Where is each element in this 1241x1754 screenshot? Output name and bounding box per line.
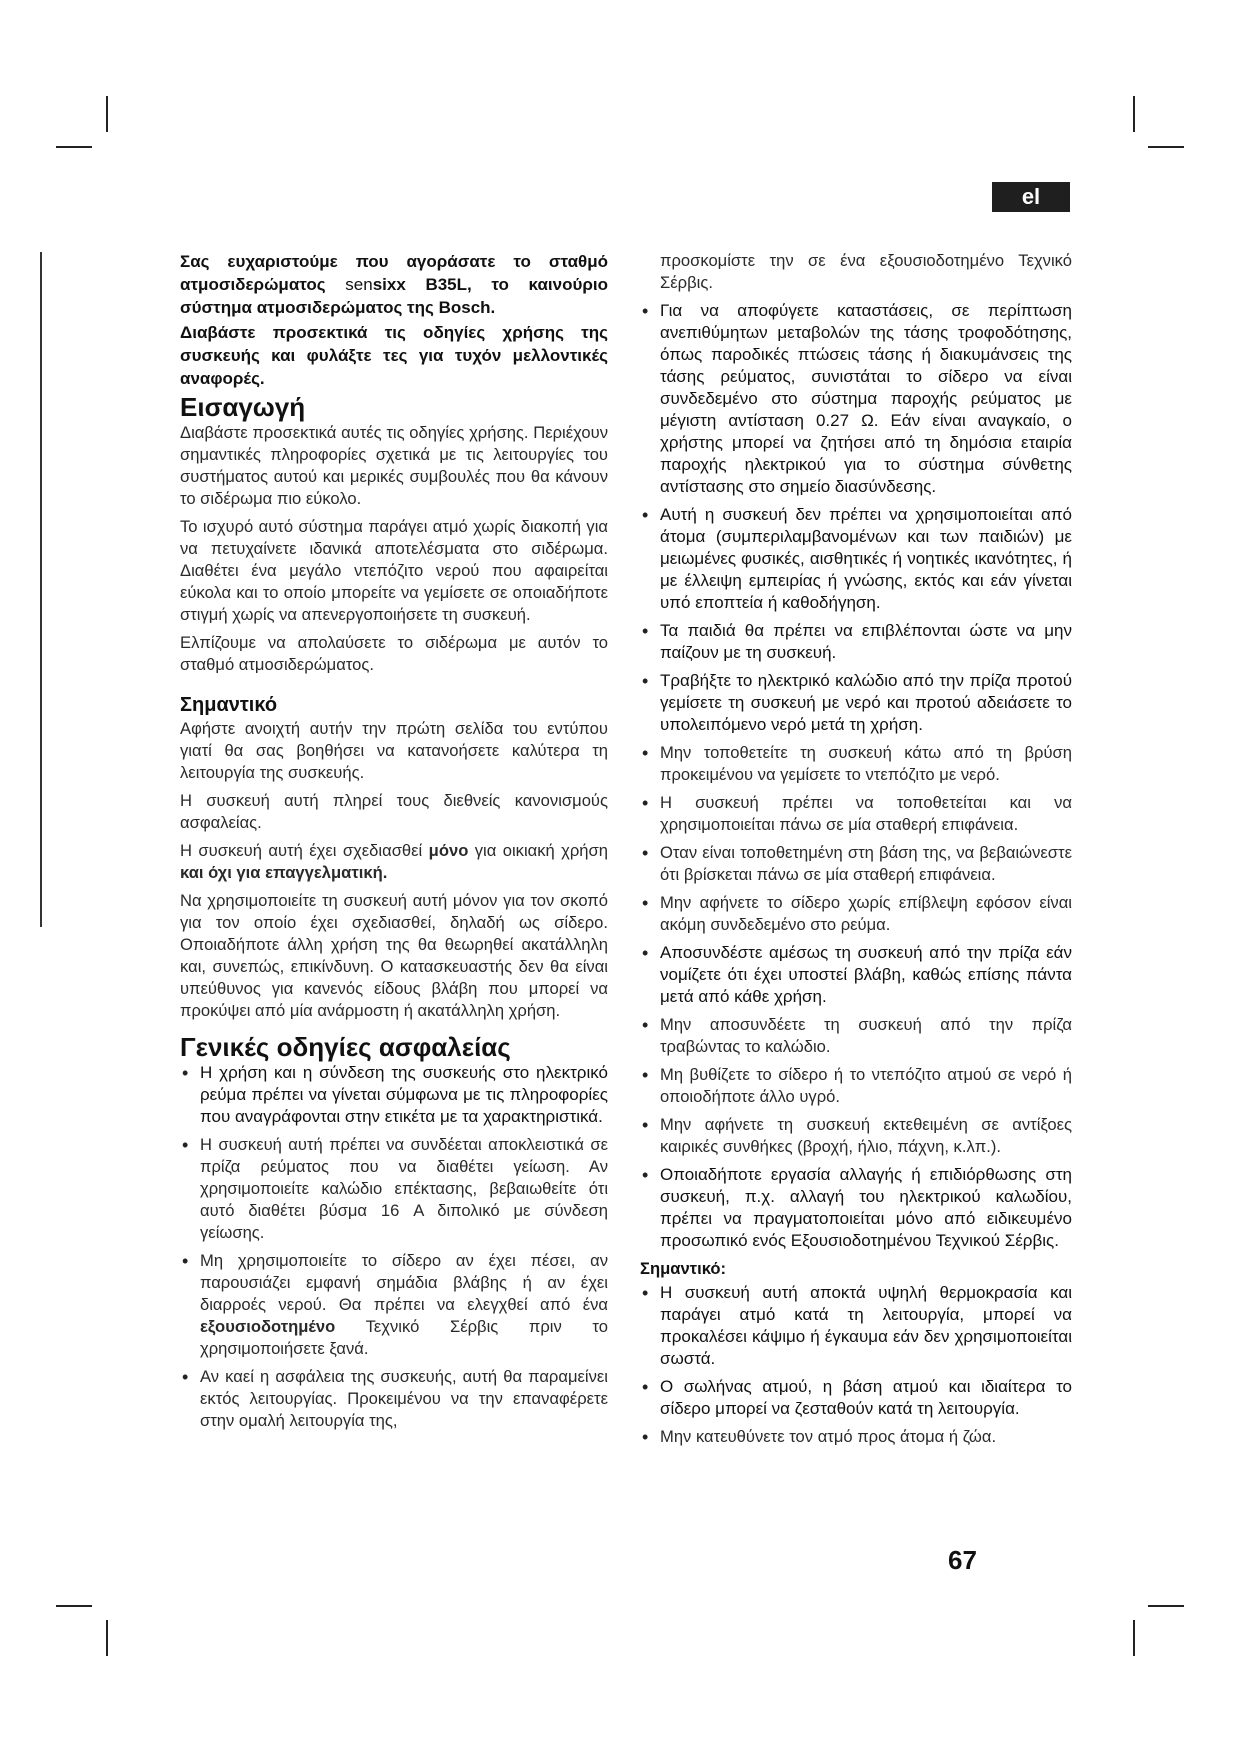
list-item: • Η συσκευή αυτή αποκτά υψηλή θερμοκρασία και παράγει ατμό κατά τη λειτουργία, μπορεί να προκαλέσει κάψιμο ή έγκαυμα εάν δεν χρησιμοποιείται σωστά. (640, 1282, 1072, 1370)
intro-paragraph-1: Διαβάστε προσεκτικά αυτές τις οδηγίες χρήσης. Περιέχουν σημαντικές πληροφορίες σχετικά με τις λειτουργίες του συστήματος αυτού και μερικές συμβουλές που θα κάνουν το σιδέρωμα πιο εύκολο. (180, 423, 608, 508)
list-item: • Για να αποφύγετε καταστάσεις, σε περίπτωση ανεπιθύμητων μεταβολών της τάσης τροφοδότησης, όπως παροδικές πτώσεις τάσης ή διακυμάνσεις της τάσης ρεύματος, συνιστάται το σίδερο να είναι συνδεδεμένο στο σύστημα παροχής ρεύματος με μέγιστη αντίσταση 0.27 Ω. Εάν είναι αναγκαίο, ο χρήστης μπορεί να ζητήσει από τη δημόσια εταιρία παροχής ηλεκτρικού για το σύστημα σύνθετης αντίστασης στο σημείο διασύνδεσης. (640, 300, 1072, 498)
crop-mark-br-v (1133, 1620, 1135, 1656)
important-paragraph-4: Να χρησιμοποιείτε τη συσκευή αυτή μόνον για τον σκοπό για τον οποίο έχει σχεδιασθεί, δηλαδή ως σίδερο. Οποιαδήποτε άλλη χρήση της θα θεωρηθεί ακατάλληλη και, συνεπώς, επικίνδυνη. Ο κατασκευαστής δεν θα είναι υπεύθυνος για κανενός είδους βλάβη που μπορεί να προκύψει από μία ανάρμοστη ή ακατάλληλη χρήση. (180, 891, 608, 1020)
list-item: • Μη χρησιμοποιείτε το σίδερο αν έχει πέσει, αν παρουσιάζει εμφανή σημάδια βλάβης ή αν έχει διαρροές νερού. Θα πρέπει να ελεγχθεί από ένα εξουσιοδοτημένο Τεχνικό Σέρβις πριν το χρησιμοποιήσετε ξανά. (180, 1250, 608, 1360)
list-item: • Μην αποσυνδέετε τη συσκευή από την πρίζα τραβώντας το καλώδιο. (640, 1014, 1072, 1058)
list-item: • Η χρήση και η σύνδεση της συσκευής στο ηλεκτρικό ρεύμα πρέπει να γίνεται σύμφωνα με τις πληροφορίες που αναγράφονται στην ετικέτα με τα χαρακτηριστικά. (180, 1062, 608, 1128)
list-item: • Μην τοποθετείτε τη συσκευή κάτω από τη βρύση προκειμένου να γεμίσετε το ντεπόζιτο με νερό. (640, 742, 1072, 786)
continued-text: προσκομίστε την σε ένα εξουσιοδοτημένο Τεχνικό Σέρβις. (660, 251, 1072, 292)
crop-mark-bl-h (56, 1605, 92, 1607)
left-column (180, 250, 608, 1438)
crop-mark-bl-v (106, 1620, 108, 1656)
safety-list-continued (640, 300, 1072, 1252)
heading-introduction: Εισαγωγή (180, 392, 306, 422)
important-paragraph-3: Η συσκευή αυτή έχει σχεδιασθεί μόνο για οικιακή χρήση και όχι για επαγγελματική. (180, 841, 609, 882)
important-paragraph-1: Αφήστε ανοιχτή αυτήν την πρώτη σελίδα του εντύπου γιατί θα σας βοηθήσει να κατανοήσετε καλύτερα τη λειτουργία της συσκευής. (180, 719, 608, 782)
heading-important-2: Σημαντικό: (640, 1259, 727, 1278)
crop-mark-tl-v (106, 96, 108, 132)
list-item: • Τα παιδιά θα πρέπει να επιβλέπονται ώστε να μην παίζουν με τη συσκευή. (640, 620, 1072, 664)
list-item: • Αν καεί η ασφάλεια της συσκευής, αυτή θα παραμείνει εκτός λειτουργίας. Προκειμένου να την επαναφέρετε στην ομαλή λειτουργία της, (180, 1366, 608, 1432)
page-number: 67 (948, 1545, 977, 1575)
intro-paragraph-3: Ελπίζουμε να απολαύσετε το σιδέρωμα με αυτόν το σταθμό ατμοσιδερώματος. (180, 633, 608, 674)
language-tab: el (992, 182, 1070, 212)
list-item: • Αυτή η συσκευή δεν πρέπει να χρησιμοποιείται από άτομα (συμπεριλαμβανομένων και των παιδιών) με μειωμένες φυσικές, αισθητικές ή νοητικές ικανότητες, ή με έλλειψη εμπειρίας ή γνώσης, εκτός και εάν γίνεται υπό εποπτεία ή καθοδήγηση. (640, 504, 1072, 614)
right-column (640, 250, 1072, 1454)
list-item: • Η συσκευή πρέπει να τοποθετείται και να χρησιμοποιείται πάνω σε μία σταθερή επιφάνεια. (640, 792, 1072, 836)
list-item: • Μην κατευθύνετε τον ατμό προς άτομα ή ζώα. (640, 1426, 1072, 1448)
list-item: • Ο σωλήνας ατμού, η βάση ατμού και ιδιαίτερα το σίδερο μπορεί να ζεσταθούν κατά τη λειτουργία. (640, 1376, 1072, 1420)
safety-list (180, 1062, 608, 1432)
important-list (640, 1282, 1072, 1448)
heading-general-safety: Γενικές οδηγίες ασφαλείας (180, 1032, 511, 1062)
important-paragraph-2: Η συσκευή αυτή πληρεί τους διεθνείς κανονισμούς ασφαλείας. (180, 791, 608, 832)
list-item: • Τραβήξτε το ηλεκτρικό καλώδιο από την πρίζα προτού γεμίσετε τη συσκευή με νερό και προτού αδειάσετε το υπολειπόμενο νερό μετά τη χρήση. (640, 670, 1072, 736)
crop-mark-br-h (1148, 1605, 1184, 1607)
crop-mark-tr-v (1133, 96, 1135, 132)
crop-mark-tl-h (56, 146, 92, 148)
list-item: • Μην αφήνετε το σίδερο χωρίς επίβλεψη εφόσον είναι ακόμη συνδεδεμένο στο ρεύμα. (640, 892, 1072, 936)
intro-thanks: Σας ευχαριστούμε που αγοράσατε το σταθμό ατμοσιδερώματος sensixx B35L, το καινούριο σύστημα ατμοσιδερώματος της Bosch. (180, 252, 608, 317)
list-item: • Μην αφήνετε τη συσκευή εκτεθειμένη σε αντίξοες καιρικές συνθήκες (βροχή, ήλιο, πάχνη, κ.λπ.). (640, 1114, 1072, 1158)
list-item: • Η συσκευή αυτή πρέπει να συνδέεται αποκλειστικά σε πρίζα ρεύματος που να διαθέτει γείωση. Αν χρησιμοποιείτε καλώδιο επέκτασης, βεβαιωθείτε ότι αυτό διαθέτει βύσμα 16 A διπολικό με σύνδεση γείωσης. (180, 1134, 608, 1244)
margin-bar (40, 252, 42, 927)
list-item: • Οταν είναι τοποθετημένη στη βάση της, να βεβαιώνεστε ότι βρίσκεται πάνω σε μία σταθερή επιφάνεια. (640, 842, 1072, 886)
intro-paragraph-2: Το ισχυρό αυτό σύστημα παράγει ατμό χωρίς διακοπή για να πετυχαίνετε ιδανικά αποτελέσματα στο σιδέρωμα. Διαθέτει ένα μεγάλο ντεπόζιτο νερού που αφαιρείται εύκολα και το οποίο μπορείτε να γεμίσετε σε οποιαδήποτε στιγμή χωρίς να απενεργοποιήσετε τη συσκευή. (180, 517, 608, 624)
intro-read-instructions: Διαβάστε προσεκτικά τις οδηγίες χρήσης της συσκευής και φυλάξτε τες για τυχόν μελλοντικές αναφορές. (180, 323, 608, 388)
crop-mark-tr-h (1148, 146, 1184, 148)
list-item: • Αποσυνδέστε αμέσως τη συσκευή από την πρίζα εάν νομίζετε ότι έχει υποστεί βλάβη, καθώς επίσης πάντα μετά από κάθε χρήση. (640, 942, 1072, 1008)
list-item: • Μη βυθίζετε το σίδερο ή το ντεπόζιτο ατμού σε νερό ή οποιοδήποτε άλλο υγρό. (640, 1064, 1072, 1108)
heading-important: Σημαντικό (180, 694, 278, 716)
list-item: • Οποιαδήποτε εργασία αλλαγής ή επιδιόρθωσης στη συσκευή, π.χ. αλλαγή του ηλεκτρικού καλωδίου, πρέπει να πραγματοποιείται μόνο από ειδικευμένο προσωπικό ενός Εξουσιοδοτημένου Τεχνικού Σέρβις. (640, 1164, 1072, 1252)
